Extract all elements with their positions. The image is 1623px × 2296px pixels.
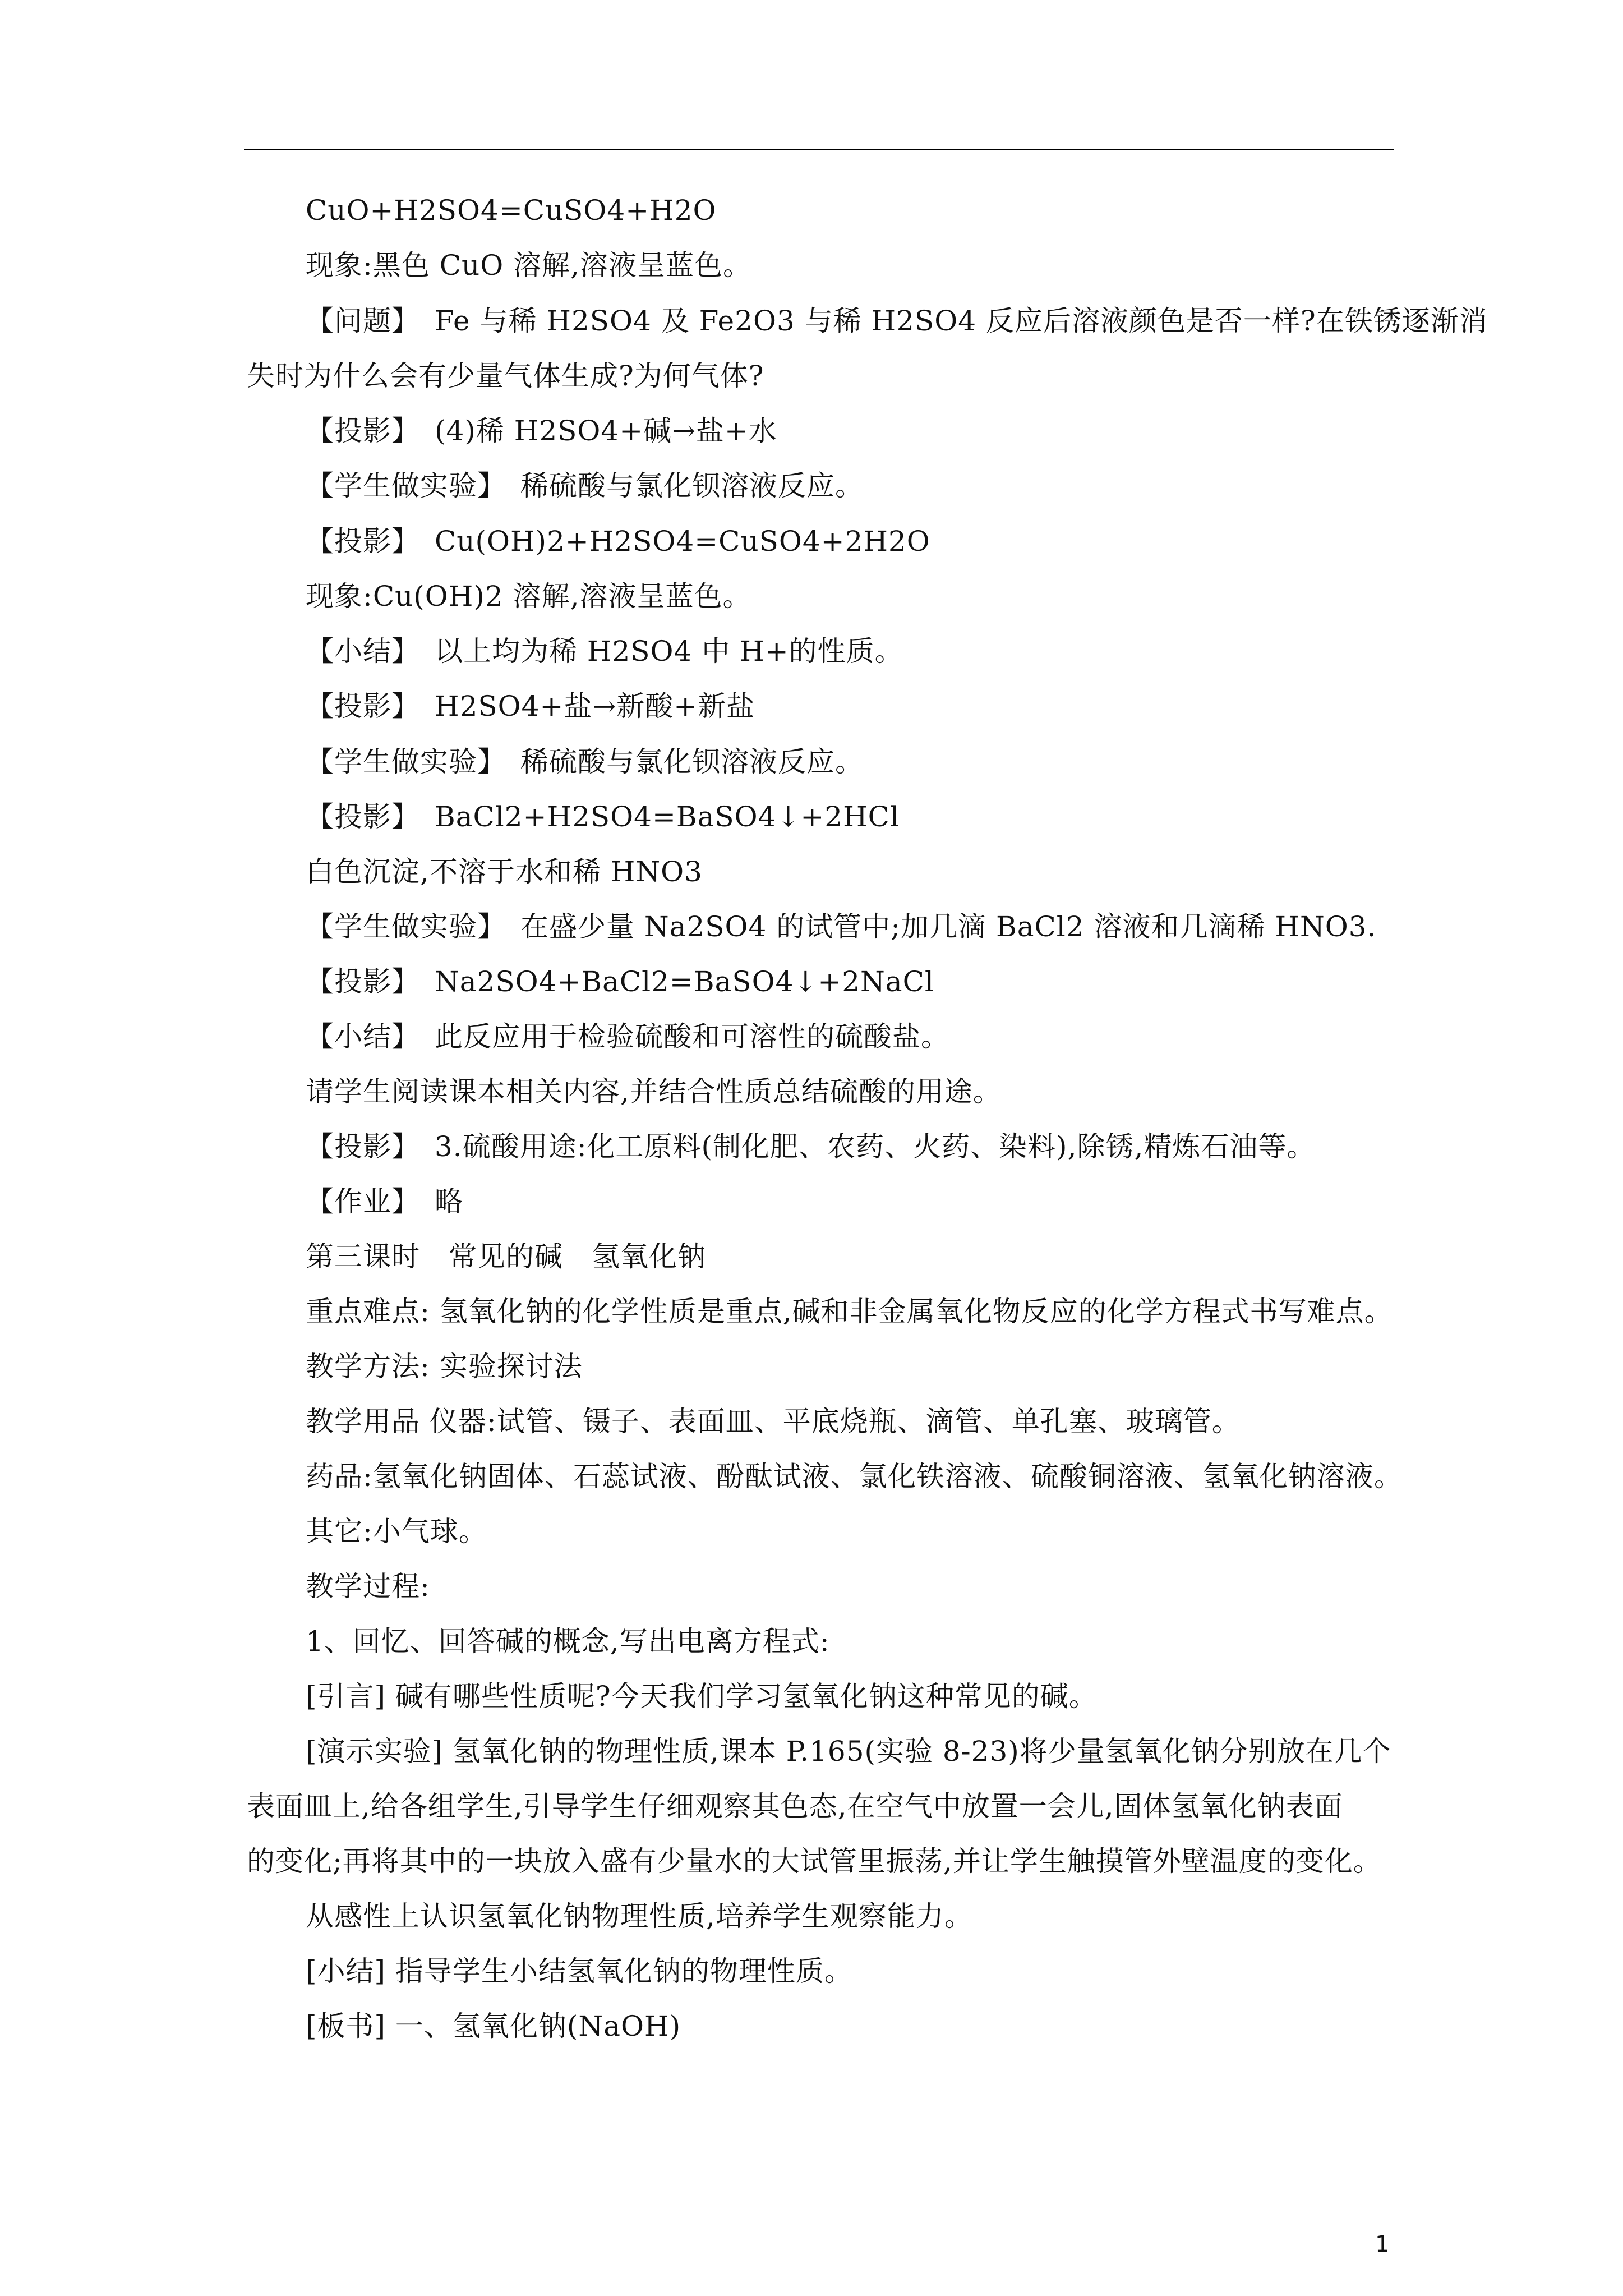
text-line: 【投影】 BaCl2+H2SO4=BaSO4↓+2HCl	[306, 800, 900, 833]
text-line: 表面皿上,给各组学生,引导学生仔细观察其色态,在空气中放置一会儿,固体氢氧化钠表面	[247, 1790, 1343, 1823]
text-line: 【投影】 (4)稀 H2SO4+碱→盐+水	[306, 415, 777, 447]
text-line: CuO+H2SO4=CuSO4+H2O	[306, 194, 717, 227]
text-line: 第三课时 常见的碱 氢氧化钠	[306, 1240, 706, 1273]
text-line: 其它:小气球。	[306, 1515, 487, 1548]
text-line: 教学用品 仪器:试管、镊子、表面皿、平底烧瓶、滴管、单孔塞、玻璃管。	[306, 1405, 1241, 1438]
text-line: 从感性上认识氢氧化钠物理性质,培养学生观察能力。	[306, 1900, 973, 1932]
header-rule	[244, 149, 1394, 150]
text-line: 请学生阅读课本相关内容,并结合性质总结硫酸的用途。	[306, 1075, 1002, 1108]
text-line: 【作业】 略	[306, 1185, 463, 1218]
text-line: [板书] 一、氢氧化钠(NaOH)	[306, 2010, 681, 2042]
text-line: 现象:黑色 CuO 溶解,溶液呈蓝色。	[306, 249, 751, 282]
text-line: 【问题】 Fe 与稀 H2SO4 及 Fe2O3 与稀 H2SO4 反应后溶液颜色是否一样?在铁锈逐渐消	[306, 305, 1488, 337]
text-line: [演示实验] 氢氧化钠的物理性质,课本 P.165(实验 8-23)将少量氢氧化钠分别放在几个	[306, 1735, 1391, 1768]
text-line: 【学生做实验】 稀硫酸与氯化钡溶液反应。	[306, 470, 864, 502]
text-line: 失时为什么会有少量气体生成?为何气体?	[247, 360, 764, 392]
text-line: 【小结】 此反应用于检验硫酸和可溶性的硫酸盐。	[306, 1020, 949, 1053]
text-line: 【投影】 H2SO4+盐→新酸+新盐	[306, 690, 755, 723]
text-line: 药品:氢氧化钠固体、石蕊试液、酚酞试液、氯化铁溶液、硫酸铜溶液、氢氧化钠溶液。	[306, 1460, 1403, 1493]
text-line: 【学生做实验】 在盛少量 Na2SO4 的试管中;加几滴 BaCl2 溶液和几滴稀 HNO3.	[306, 910, 1377, 943]
text-line: 【投影】 Na2SO4+BaCl2=BaSO4↓+2NaCl	[306, 965, 934, 998]
text-line: [引言] 碱有哪些性质呢?今天我们学习氢氧化钠这种常见的碱。	[306, 1680, 1098, 1713]
text-line: 教学过程:	[306, 1570, 430, 1603]
text-line: 现象:Cu(OH)2 溶解,溶液呈蓝色。	[306, 580, 751, 613]
text-line: [小结] 指导学生小结氢氧化钠的物理性质。	[306, 1955, 853, 1987]
text-line: 重点难点: 氢氧化钠的化学性质是重点,碱和非金属氧化物反应的化学方程式书写难点。	[306, 1295, 1393, 1328]
text-line: 【投影】 3.硫酸用途:化工原料(制化肥、农药、火药、染料),除锈,精炼石油等。	[306, 1130, 1316, 1163]
text-line: 【投影】 Cu(OH)2+H2SO4=CuSO4+2H2O	[306, 525, 930, 558]
text-line: 的变化;再将其中的一块放入盛有少量水的大试管里振荡,并让学生触摸管外壁温度的变化。	[247, 1845, 1382, 1878]
text-line: 白色沉淀,不溶于水和稀 HNO3	[306, 855, 703, 888]
text-line: 教学方法: 实验探讨法	[306, 1350, 583, 1383]
text-line: 【学生做实验】 稀硫酸与氯化钡溶液反应。	[306, 746, 864, 778]
text-line: 1、回忆、回答碱的概念,写出电离方程式:	[306, 1625, 830, 1658]
page-number: 1	[1375, 2231, 1390, 2257]
text-line: 【小结】 以上均为稀 H2SO4 中 H+的性质。	[306, 635, 903, 668]
